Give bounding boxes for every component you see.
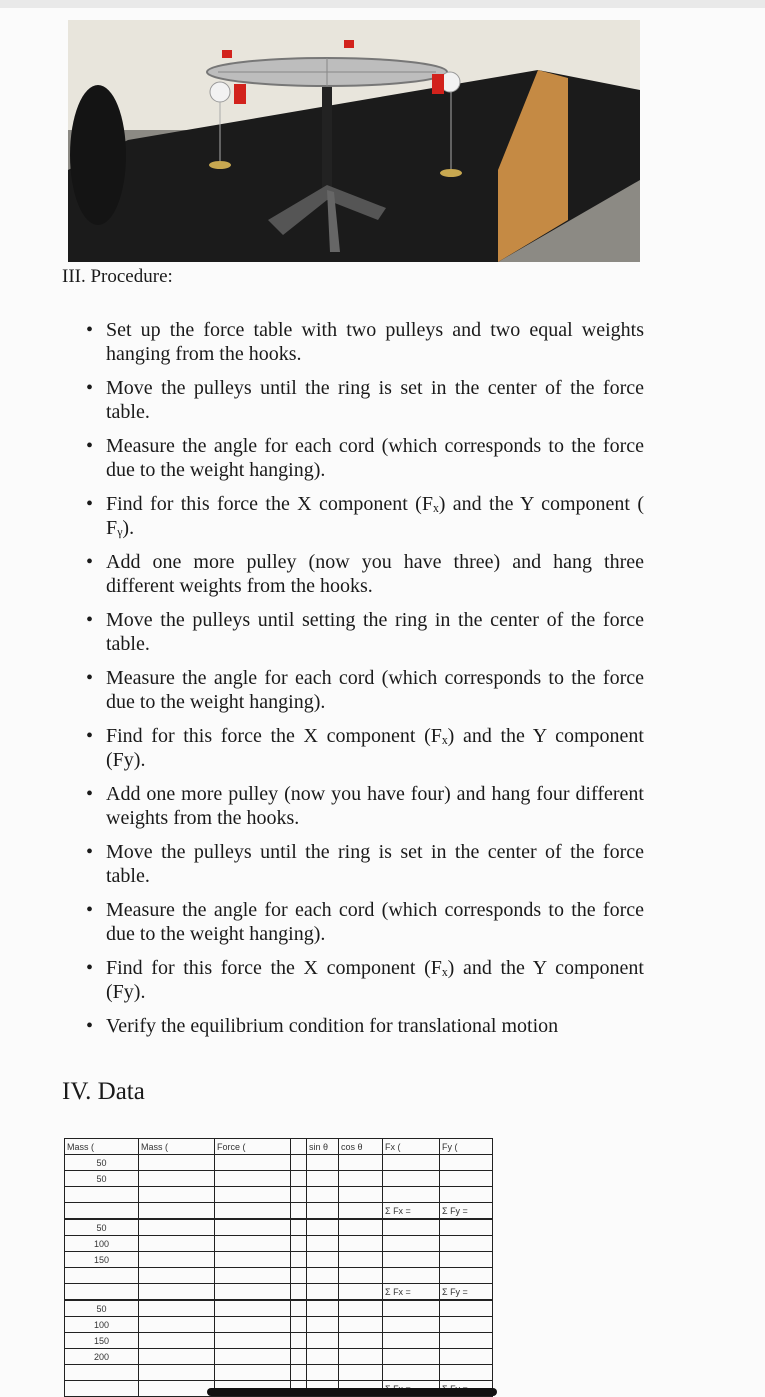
table-row xyxy=(65,1317,493,1333)
procedure-heading: III. Procedure: xyxy=(62,266,173,287)
table-row xyxy=(65,1333,493,1349)
header-cell: cos θ xyxy=(339,1139,383,1155)
procedure-step: • Verify the equilibrium condition for translational motion xyxy=(86,1015,559,1037)
bullet: • xyxy=(86,783,94,805)
sum-fx-cell: Σ Fx = xyxy=(383,1284,440,1301)
procedure-steps-list xyxy=(82,318,644,1044)
bullet: • xyxy=(86,725,94,747)
header-cell: sin θ xyxy=(307,1139,339,1155)
table-row xyxy=(65,1155,493,1171)
procedure-step: • Move the pulleys until the ring is set in the center of the force table. xyxy=(86,841,644,887)
sum-fx-cell: Σ Fx = xyxy=(383,1203,440,1220)
mass-cell: 50 xyxy=(65,1219,139,1236)
data-table-wrapper xyxy=(64,1138,494,1397)
bullet: • xyxy=(86,841,94,863)
procedure-step: • Add one more pulley (now you have four) and hang four different weights from the hooks. xyxy=(86,783,644,829)
bullet: • xyxy=(86,957,94,979)
bullet: • xyxy=(86,493,94,515)
bullet: • xyxy=(86,551,94,573)
procedure-step: • Set up the force table with two pulleys and two equal weights hanging from the hooks. xyxy=(86,319,644,365)
home-indicator[interactable] xyxy=(207,1388,497,1396)
bullet: • xyxy=(86,319,94,341)
mass-cell: 200 xyxy=(65,1349,139,1365)
data-table xyxy=(64,1138,493,1397)
procedure-step: • Find for this force the X component (Fₓ) and the Y component (Fy). xyxy=(86,725,644,771)
procedure-step: • Add one more pulley (now you have three) and hang three different weights from the hooks. xyxy=(86,551,644,597)
header-cell: Fx ( xyxy=(383,1139,440,1155)
mass-cell: 150 xyxy=(65,1252,139,1268)
table-row xyxy=(65,1268,493,1284)
bullet: • xyxy=(86,377,94,399)
header-cell: Mass ( xyxy=(65,1139,139,1155)
procedure-step: • Find for this force the X component (Fₓ) and the Y component ( Fᵧ). xyxy=(86,493,644,539)
table-row xyxy=(65,1236,493,1252)
table-row xyxy=(65,1219,493,1236)
table-header-row xyxy=(65,1139,493,1155)
procedure-step: • Find for this force the X component (Fₓ) and the Y component (Fy). xyxy=(86,957,644,1003)
header-cell xyxy=(291,1139,307,1155)
bullet: • xyxy=(86,1015,94,1037)
bullet: • xyxy=(86,435,94,457)
mass-cell: 150 xyxy=(65,1333,139,1349)
table-row xyxy=(65,1349,493,1365)
sum-row xyxy=(65,1284,493,1301)
mass-cell: 50 xyxy=(65,1300,139,1317)
procedure-step: • Measure the angle for each cord (which corresponds to the force due to the weight hanging). xyxy=(86,899,644,945)
procedure-step: • Measure the angle for each cord (which corresponds to the force due to the weight hanging). xyxy=(86,667,644,713)
bullet: • xyxy=(86,667,94,689)
table-row xyxy=(65,1300,493,1317)
table-row xyxy=(65,1187,493,1203)
header-cell: Fy ( xyxy=(440,1139,493,1155)
header-cell: Mass ( xyxy=(139,1139,215,1155)
mass-cell: 50 xyxy=(65,1155,139,1171)
bullet: • xyxy=(86,609,94,631)
mass-cell: 50 xyxy=(65,1171,139,1187)
procedure-step: • Move the pulleys until the ring is set in the center of the force table. xyxy=(86,377,644,423)
procedure-step: • Measure the angle for each cord (which corresponds to the force due to the weight hanging). xyxy=(86,435,644,481)
sum-row xyxy=(65,1203,493,1220)
data-heading: IV. Data xyxy=(62,1078,145,1105)
sum-fy-cell: Σ Fy = xyxy=(440,1203,493,1220)
mass-cell: 100 xyxy=(65,1236,139,1252)
header-cell: Force ( xyxy=(215,1139,291,1155)
table-row xyxy=(65,1252,493,1268)
sum-fy-cell: Σ Fy = xyxy=(440,1284,493,1301)
table-row xyxy=(65,1171,493,1187)
table-row xyxy=(65,1365,493,1381)
top-strip xyxy=(0,0,765,8)
mass-cell: 100 xyxy=(65,1317,139,1333)
force-table-photo xyxy=(68,20,640,262)
procedure-step: • Move the pulleys until setting the ring in the center of the force table. xyxy=(86,609,644,655)
bullet: • xyxy=(86,899,94,921)
